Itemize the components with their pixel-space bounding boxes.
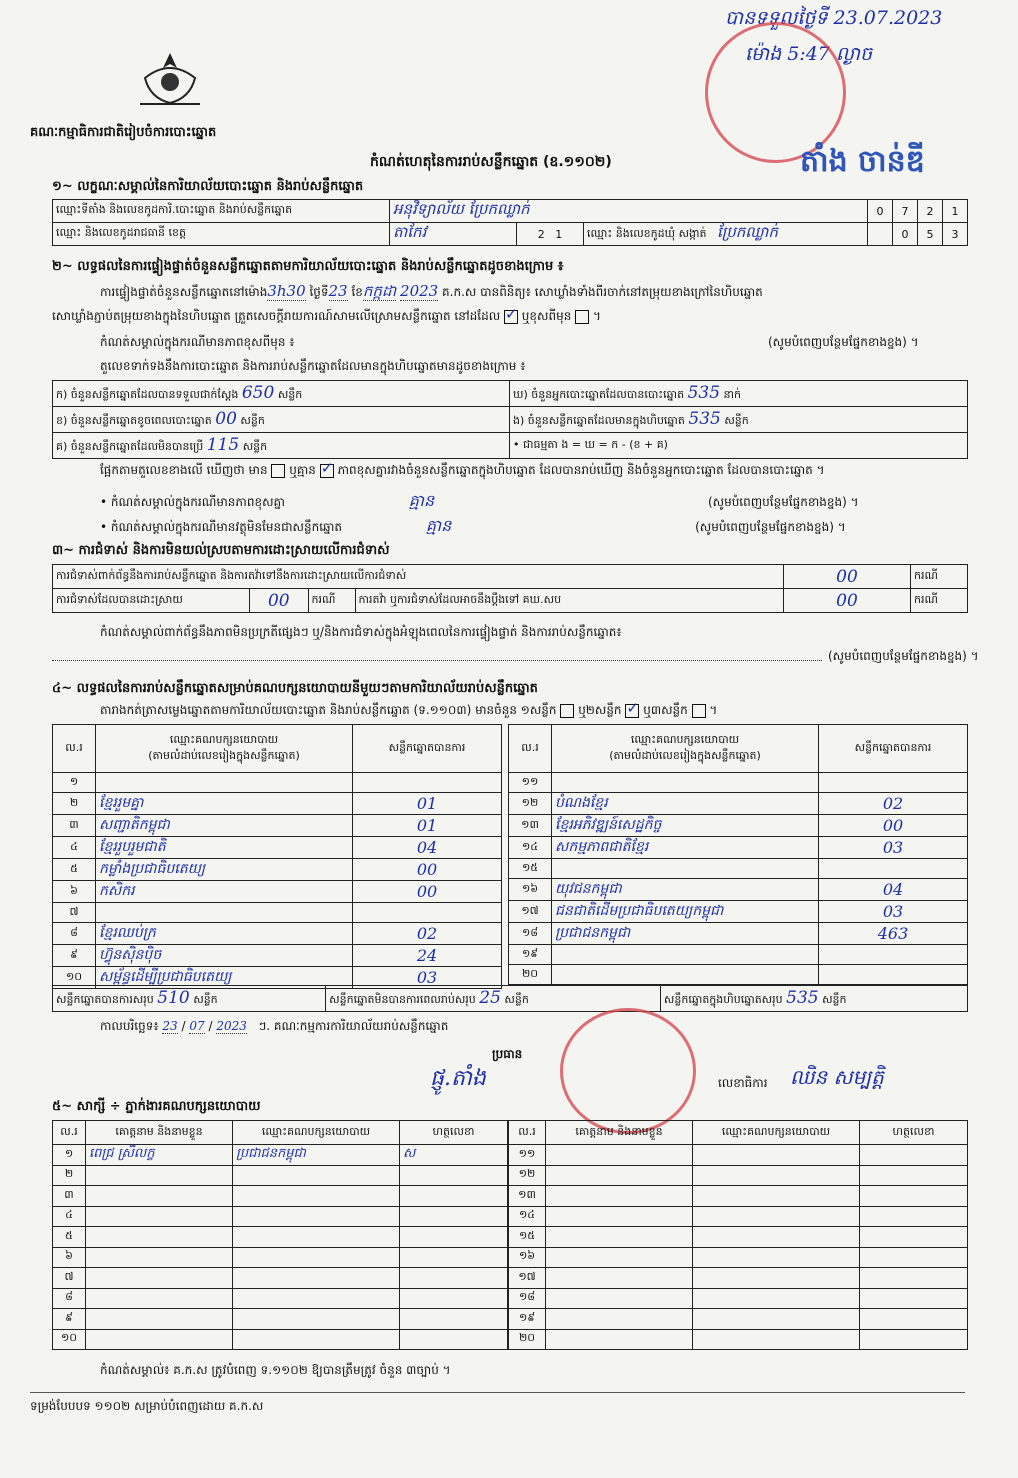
has-difference-checkbox[interactable] [271,464,285,478]
result-row-votes: 24 [353,945,502,967]
received-note: បានទទួលថ្ងៃទី 23.07.2023 [725,7,943,29]
agent-row-name [86,1268,233,1289]
result-row [53,773,502,793]
agent-row-sign [860,1309,968,1330]
result-row [53,837,502,859]
g-label: គ) ចំនួនសន្លឹកឆ្នោតដែលមិនបានប្រើ [56,440,204,453]
result-row-votes [819,859,968,879]
agent-row-sign [400,1309,508,1330]
agent-row-party [233,1227,400,1248]
result-row [509,773,968,793]
agent-row-party: ប្រជាជនកម្ពុជា [233,1145,400,1166]
note1-value: គ្មាន [408,491,435,510]
result-row-votes: 463 [819,923,968,945]
station-label: ឈ្មោះទីតាំង និងលេខកូដការិ.បោះឆ្នោត និងរាប់សន្លឹកឆ្នោត [53,200,390,223]
resolved-label: ការជំទាស់ដែលបានដោះស្រាយ [53,589,250,613]
logo [135,48,205,110]
agent-row-name [86,1227,233,1248]
result-row [509,923,968,945]
secretary-label: លេខាធិការ [718,1076,768,1090]
result-row [509,965,968,985]
result-row-votes: 00 [353,859,502,881]
verify-day: 23 [328,282,348,300]
agent-row-party [693,1309,860,1330]
agent-row-name [546,1247,693,1268]
result-row [53,923,502,945]
result-row-no: ១០ [53,967,96,989]
agent-row [509,1186,968,1207]
agent-row-name [546,1329,693,1350]
station-code-4: 1 [943,200,968,223]
agent-row-name [546,1309,693,1330]
result-row-party: ខ្មែរឈប់ក្រ [96,923,353,945]
agent-row-no: ៦ [53,1247,86,1268]
seal-same-checkbox[interactable] [504,310,518,324]
agent-row-no: ១២ [509,1165,546,1186]
agents-table-left: ល.រ គោត្តនាម និងនាមខ្លួន ឈ្មោះគណបក្សនយោបាយ ហត្ថលេខា ១ ពេជ្រ ស្រីលក្ខ ប្រជាជនកម្ពុជា ស ២ ៣ ៤ ៥ ៦ ៧ ៨ ៩ ១០ [52,1120,508,1350]
agent-row-party [693,1186,860,1207]
commune-label: ឈ្មោះ និងលេខកូដឃុំ សង្កាត់ [587,227,707,240]
ng-value: 535 [688,409,721,429]
result-row-party: ខ្មែររួបរួមជាតិ [96,837,353,859]
agent-row-name [546,1145,693,1166]
agent-row [53,1329,508,1350]
verify-time: 3h30 [267,282,306,300]
result-row-party: ខ្មែររួមគ្នា [96,793,353,815]
agent-row [53,1227,508,1248]
result-row-no: ៦ [53,881,96,903]
kh-value: 00 [215,409,237,429]
commune-code-2: 5 [918,223,943,246]
result-row [509,815,968,837]
seal-check-line: សោឃ្លាំងភ្ជាប់តម្រុយខាងក្នុងនៃហិបឆ្នោត ត្រួតសេចក្តីរាយការណ៍សាមលើស្រោមសន្លឹកឆ្នោត នៅដដែល ✓ ឬខុសពីមុន ។ [52,308,601,326]
agent-row [509,1227,968,1248]
agent-row [53,1145,508,1166]
province-value: តាកែវ [390,223,517,246]
result-row [53,945,502,967]
form-title: កំណត់ហេតុនៃការរាប់សន្លឹកឆ្នោត (ឧ.១១០២) [370,154,612,170]
irregularity-dots [52,660,822,661]
agent-row [509,1288,968,1309]
two-sheet-checkbox[interactable] [625,704,639,718]
result-row-party: ប្រជាជនកម្ពុជា [552,923,819,945]
result-row-party [552,773,819,793]
agent-row-party [233,1309,400,1330]
agent-row [509,1165,968,1186]
agent-row-party [233,1186,400,1207]
result-row-votes: 04 [819,879,968,901]
date-year: 2023 [216,1019,247,1033]
chair-signature: ផ្ញូ.តាំង [430,1066,486,1091]
one-sheet-checkbox[interactable] [560,704,574,718]
objection-label: ការជំទាស់ពាក់ព័ន្ធនឹងការរាប់សន្លឹកឆ្នោត និងការតវ៉ាទៅនឹងការដោះស្រាយលើការជំទាស់ [53,565,784,589]
agent-row [53,1268,508,1289]
date-month: 07 [189,1019,205,1033]
diff-note-line: កំណត់សម្គាល់ក្នុងករណីមានភាពខុសពីមុន ៖ (សូមបំពេញបន្ថែមផ្នែកខាងខ្នង) ។ [100,335,919,349]
footer-text: ទម្រង់បែបបទ ១១០២ សម្រាប់បំពេញដោយ គ.ក.ស [30,1399,264,1413]
agent-row-name [546,1268,693,1289]
result-row-votes: 01 [353,793,502,815]
k-label: ក) ចំនួនសន្លឹកឆ្នោតដែលបានទទួលជាក់ស្តែង [56,388,239,401]
result-row-no: ១៧ [509,901,552,923]
commune-value: ប្រែកឈ្លាក់ [717,223,778,241]
result-row-votes: 02 [353,923,502,945]
agent-row-no: ១៨ [509,1288,546,1309]
agent-row-sign [400,1329,508,1350]
result-row-party: បំណងខ្មែរ [552,793,819,815]
result-row-no: ១៤ [509,837,552,859]
section5-heading: ៥~ សាក្សី ÷ ភ្នាក់ងារគណបក្សនយោបាយ [52,1099,261,1114]
agent-row-party [233,1329,400,1350]
result-row [509,879,968,901]
result-row [53,859,502,881]
result-row-votes [819,945,968,965]
agent-row-sign [860,1268,968,1289]
result-row-votes [353,903,502,923]
commune-code-3: 3 [943,223,968,246]
result-row-party: កសិករ [96,881,353,903]
resolved-value: 00 [250,589,309,613]
agent-row-no: ១១ [509,1145,546,1166]
result-row-no: ១ [53,773,96,793]
objection-table: ការជំទាស់ពាក់ព័ន្ធនឹងការរាប់សន្លឹកឆ្នោត និងការតវ៉ាទៅនឹងការដោះស្រាយលើការជំទាស់ 00 ករណី ការជំទាស់ដែលបានដោះស្រាយ 00 ករណី ការតវ៉ា ឬការជំទាស់ដែលអាចនឹងប្តឹងទៅ គឃ.សប 00 ករណី [52,564,968,613]
result-row-no: ៣ [53,815,96,837]
agent-row-party [233,1206,400,1227]
agent-row-sign [860,1165,968,1186]
result-row [509,945,968,965]
result-row-party: សកម្មភាពជាតិខ្មែរ [552,837,819,859]
result-row-votes: 04 [353,837,502,859]
agent-row-sign [860,1288,968,1309]
gh-value: 535 [687,383,721,403]
result-row-party: កម្លាំងប្រជាធិបតេយ្យ [96,859,353,881]
result-row-no: ១៥ [509,859,552,879]
result-row [53,903,502,923]
result-row-no: ២ [53,793,96,815]
ng-label: ង) ចំនួនសន្លឹកឆ្នោតដែលមានក្នុងហិបឆ្នោត [513,414,685,427]
total-valid: 510 [157,988,190,1008]
result-row-no: ១២ [509,793,552,815]
agent-row-sign [400,1247,508,1268]
result-row-votes: 03 [353,967,502,989]
agent-row [53,1309,508,1330]
agent-row-name [86,1186,233,1207]
station-table [52,199,968,246]
agent-row-no: ១០ [53,1329,86,1350]
agent-row-party [233,1268,400,1289]
result-row [509,901,968,923]
agent-row [53,1247,508,1268]
agent-row-sign [860,1186,968,1207]
agent-row-sign [400,1206,508,1227]
irregularity-hint: (សូមបំពេញបន្ថែមផ្នែកខាងខ្នង) ។ [828,649,979,663]
committee-name: គណៈកម្មាធិការជាតិរៀបចំការបោះឆ្នោត [30,125,217,140]
result-row-no: ៩ [53,945,96,967]
agent-row-no: ១៦ [509,1247,546,1268]
agent-row-sign [860,1247,968,1268]
result-row-party [552,965,819,985]
note2-value: គ្មាន [425,516,452,535]
result-row-no: ៤ [53,837,96,859]
result-row-party: ហ៊្វុនស៊ិនប៉ិច [96,945,353,967]
agent-row-name [86,1206,233,1227]
agent-row-name [86,1309,233,1330]
agent-row [509,1145,968,1166]
results-table-right: ល.រ ឈ្មោះគណបក្សនយោបាយ (តាមលំដាប់លេខរៀងក្នុងសន្លឹកឆ្នោត) សន្លឹកឆ្នោតបានការ ១១ ១២ បំណងខ្មែរ 02 ១៣ ខ្មែរអភិវឌ្ឍន៍សេដ្ឋកិច្ច 00 ១៤ សកម្មភាពជាតិខ្មែរ 03 ១៥ ១៦ យុវជនកម្ពុជា 04 ១៧ ជនជាតិដើមប្រជាធិបតេយ្យកម្ពុជា 03 ១៨ ប្រជាជនកម្ពុជា 463 ១៩ ២០ [508,724,968,985]
verify-year: 2023 [400,282,439,300]
commune-code-1: 0 [893,223,918,246]
result-row [53,881,502,903]
station-code-1: 0 [868,200,893,223]
agent-row-party [693,1145,860,1166]
agent-row-no: ៧ [53,1268,86,1289]
appeal-label: ការតវ៉ា ឬការជំទាស់ដែលអាចនឹងប្តឹងទៅ គឃ.សប [355,589,783,613]
result-row-votes: 00 [819,815,968,837]
result-row-votes [819,773,968,793]
agent-row-no: ២០ [509,1329,546,1350]
result-row-party [552,945,819,965]
irregularity-note: កំណត់សម្គាល់ពាក់ព័ន្ធនឹងភាពមិនប្រក្រតីផ្សេងៗ ឬ/និងការជំទាស់ក្នុងអំឡុងពេលនៃការផ្ទៀងផ្ទាត់ និងការរាប់សន្លឹកឆ្នោត៖ [100,625,622,639]
result-row-party: ជនជាតិដើមប្រជាធិបតេយ្យកម្ពុជា [552,901,819,923]
agent-row-name [86,1288,233,1309]
agent-row [509,1309,968,1330]
date-line: កាលបរិច្ឆេទ៖ 23 / 07 / 2023 ៗ. គណៈកម្មការការិយាល័យរាប់សន្លឹកឆ្នោត [100,1019,449,1033]
section3-heading: ៣~ ការជំទាស់ និងការមិនយល់ស្របតាមការដោះស្រាយលើការជំទាស់ [52,543,390,558]
agent-row [53,1165,508,1186]
chair-label: ប្រធាន [492,1047,523,1061]
agent-row-name [546,1227,693,1248]
verify-line: ការផ្ទៀងផ្ទាត់ចំនួនសន្លឹកឆ្នោតនៅម៉ោង3h30 ថ្ងៃទី23 ខែកក្កដា 2023 គ.ក.ស បានពិនិត្យ៖ សោឃ្លាំងទាំងពីរចាក់នៅតម្រុយខាងក្រៅនៃហិបឆ្នោត [100,282,763,300]
agent-row-name [86,1247,233,1268]
agent-row-name [546,1165,693,1186]
province-code: 2 1 [517,223,584,246]
agent-row-sign: ស [400,1145,508,1166]
agent-row [509,1329,968,1350]
agent-row-party [233,1247,400,1268]
agent-row-no: ១ [53,1145,86,1166]
agent-row-no: ៣ [53,1186,86,1207]
date-day: 23 [162,1019,178,1033]
official-seal-bottom [560,1008,696,1134]
agent-row-no: ៨ [53,1288,86,1309]
agent-row-party [693,1329,860,1350]
result-row-party: ខ្មែរអភិវឌ្ឍន៍សេដ្ឋកិច្ច [552,815,819,837]
agent-row-no: ៤ [53,1206,86,1227]
station-value: អនុវិទ្យាល័យ ប្រែកឈ្លាក់ [390,200,868,223]
g-value: 115 [206,435,240,455]
agent-row [53,1206,508,1227]
three-sheet-checkbox[interactable] [692,704,706,718]
agents-table-right: ល.រ គោត្តនាម និងនាមខ្លួន ឈ្មោះគណបក្សនយោបាយ ហត្ថលេខា ១១ ១២ ១៣ ១៤ ១៥ ១៦ ១៧ ១៨ ១៩ ២០ [508,1120,968,1350]
gh-label: ឃ) ចំនួនអ្នកបោះឆ្នោតដែលបានបោះឆ្នោត [513,388,685,401]
section1-heading: ១~ លក្ខណៈសម្គាល់នៃការិយាល័យបោះឆ្នោត និងរាប់សន្លឹកឆ្នោត [52,179,364,194]
total-box: 535 [786,988,819,1008]
footer-divider [30,1392,965,1393]
agent-row-party [693,1165,860,1186]
result-row [53,793,502,815]
difference-line: ផ្អែកតាមតួលេខខាងលើ ឃើញថា មាន ឬគ្មាន ✓ ភាពខុសគ្នារវាងចំនួនសន្លឹកឆ្នោតក្នុងហិបឆ្នោត ដែលបានរាប់ឃើញ និងចំនួនអ្នកបោះឆ្នោត ដែលបានបោះឆ្នោត ។ [100,462,825,480]
agent-row-name [86,1165,233,1186]
result-row-votes: 03 [819,837,968,859]
note1-line: • កំណត់សម្គាល់ក្នុងករណីមានភាពខុសគ្នា គ្មាន (សូមបំពេញបន្ថែមផ្នែកខាងខ្នង) ។ [100,491,859,510]
agent-row-party [693,1288,860,1309]
agent-row-party [693,1227,860,1248]
agent-row-sign [400,1268,508,1289]
agent-row-party [693,1247,860,1268]
result-row-no: ៥ [53,859,96,881]
seal-diff-checkbox[interactable] [575,310,589,324]
totals-table: សន្លឹកឆ្នោតបានការសរុប 510 សន្លឹក សន្លឹកឆ្នោតមិនបានការពេលរាប់សរុប 25 សន្លឹក សន្លឹកឆ្នោតក្នុងហិបឆ្នោតសរុប 535 សន្លឹក [52,985,968,1012]
result-row-votes: 03 [819,901,968,923]
results-table-left: ល.រ ឈ្មោះគណបក្សនយោបាយ (តាមលំដាប់លេខរៀងក្នុងសន្លឹកឆ្នោត) សន្លឹកឆ្នោតបានការ ១ ២ ខ្មែររួមគ្នា 01 ៣ សញ្ជាតិកម្ពុជា 01 ៤ ខ្មែររួបរួមជាតិ 04 ៥ កម្លាំងប្រជាធិបតេយ្យ 00 ៦ កសិករ 00 ៧ ៨ ខ្មែរឈប់ក្រ 02 ៩ ហ៊្វុនស៊ិនប៉ិច 24 ១០ សម្ព័ន្ធដើម្បីប្រជាធិបតេយ្យ 03 [52,724,502,989]
agent-row-no: ១៩ [509,1309,546,1330]
agent-row-no: ៥ [53,1227,86,1248]
agent-row-party [233,1288,400,1309]
result-row-votes: 00 [353,881,502,903]
agent-row-no: ១៥ [509,1227,546,1248]
result-row-votes: 02 [819,793,968,815]
province-label: ឈ្មោះ និងលេខកូដរាជធានី ខេត្ត [53,223,390,246]
result-row-votes [819,965,968,985]
result-row-no: ៨ [53,923,96,945]
result-row-no: ២០ [509,965,552,985]
result-row [509,793,968,815]
total-invalid: 25 [479,988,501,1008]
agent-row-name [546,1186,693,1207]
agent-row-sign [860,1145,968,1166]
note2-line: • កំណត់សម្គាល់ក្នុងករណីមានវត្ថុមិនមែនជាសន្លឹកឆ្នោត គ្មាន (សូមបំពេញបន្ថែមផ្នែកខាងខ្នង) ។ [100,516,846,535]
agent-row-name [546,1288,693,1309]
result-row-party: សម្ព័ន្ធដើម្បីប្រជាធិបតេយ្យ [96,967,353,989]
agent-row-sign [400,1288,508,1309]
result-row-no: ១១ [509,773,552,793]
national-emblem-icon [135,48,205,110]
kh-label: ខ) ចំនួនសន្លឹកឆ្នោតខូចពេលបោះឆ្នោត [56,414,212,427]
secretary-signature: ឈិន សម្បត្តិ [790,1065,884,1089]
result-row-no: ១៨ [509,923,552,945]
station-code-2: 7 [893,200,918,223]
result-row [509,859,968,879]
agent-row-sign [860,1227,968,1248]
formula: • ជាធម្មតា ង = ឃ = ក - (ខ + គ) [510,433,968,459]
agent-row [53,1288,508,1309]
result-row-votes [353,773,502,793]
figures-table: ក) ចំនួនសន្លឹកឆ្នោតដែលបានទទួលជាក់ស្តែង 650 សន្លឹក ឃ) ចំនួនអ្នកបោះឆ្នោតដែលបានបោះឆ្នោត 535 នាក់ ខ) ចំនួនសន្លឹកឆ្នោតខូចពេលបោះឆ្នោត 00 សន្លឹក ង) ចំនួនសន្លឹកឆ្នោតដែលមានក្នុងហិបឆ្នោត 535 សន្លឹក គ) ចំនួនសន្លឹកឆ្នោតដែលមិនបានប្រើ 115 សន្លឹក • ជាធម្មតា ង = ឃ = ក - (ខ + គ) [52,380,968,459]
agent-row-name [86,1329,233,1350]
no-difference-checkbox[interactable] [320,464,334,478]
agent-row-no: ១៧ [509,1268,546,1289]
agent-row-sign [400,1227,508,1248]
result-row-no: ១៦ [509,879,552,901]
received-time: ម៉ោង 5:47 ល្ងាច [745,43,873,65]
agent-row-sign [400,1186,508,1207]
agent-row-party [693,1206,860,1227]
agent-row-no: ២ [53,1165,86,1186]
verify-month: កក្កដា [362,282,397,300]
agent-row-no: ១៣ [509,1186,546,1207]
k-value: 650 [241,383,275,403]
result-row-party: យុវជនកម្ពុជា [552,879,819,901]
result-row-no: ១៩ [509,945,552,965]
result-row-no: ៧ [53,903,96,923]
agent-row [509,1247,968,1268]
agent-row [53,1186,508,1207]
appeal-value: 00 [784,589,911,613]
section4-heading: ៤~ លទ្ធផលនៃការរាប់សន្លឹកឆ្នោតសម្រាប់គណបក្សនយោបាយនីមួយៗតាមការិយាល័យរាប់សន្លឹកឆ្នោត [52,681,538,696]
result-row [509,837,968,859]
result-row-no: ១៣ [509,815,552,837]
agent-row-sign [860,1329,968,1350]
objection-value: 00 [784,565,911,589]
location-stamp: តាំង ចាន់ឌី [800,144,925,179]
section2-heading: ២~ លទ្ធផលនៃការផ្ទៀងផ្ទាត់ចំនួនសន្លឹកឆ្នោតតាមការិយាល័យបោះឆ្នោត និងរាប់សន្លឹកឆ្នោតដូចខាងក្រោម ៖ [52,259,564,274]
agent-row [509,1268,968,1289]
agent-row-sign [400,1165,508,1186]
result-row-party [552,859,819,879]
agent-row-party [233,1165,400,1186]
result-row [53,815,502,837]
agent-row-name: ពេជ្រ ស្រីលក្ខ [86,1145,233,1166]
result-row-party [96,773,353,793]
agent-row-no: ១៤ [509,1206,546,1227]
result-row-party [96,903,353,923]
agent-row-party [693,1268,860,1289]
result-row-votes: 01 [353,815,502,837]
station-code-3: 2 [918,200,943,223]
result-row-party: សញ្ជាតិកម្ពុជា [96,815,353,837]
agent-row-no: ៩ [53,1309,86,1330]
agent-row [509,1206,968,1227]
agent-row-sign [860,1206,968,1227]
figures-intro: តួលេខទាក់ទងនឹងការបោះឆ្នោត និងការរាប់សន្លឹកឆ្នោតដែលមានក្នុងហិបឆ្នោតមានដូចខាងក្រោម ៖ [100,359,526,373]
sheet-count-line: តារាងកត់ត្រាសម្លេងឆ្នោតតាមការិយាល័យបោះឆ្នោត និងរាប់សន្លឹកឆ្នោត (ទ.១១០៣) មានចំនួន ១សន្លឹក ឬ២សន្លឹក ✓ ឬ៣សន្លឹក ។ [100,702,717,720]
agent-row-name [546,1206,693,1227]
agents-footnote: កំណត់សម្គាល់៖ គ.ក.ស ត្រូវបំពេញ ទ.១១០២ ឱ្យបានត្រឹមត្រូវ ចំនួន ៣ច្បាប់ ។ [100,1363,451,1377]
